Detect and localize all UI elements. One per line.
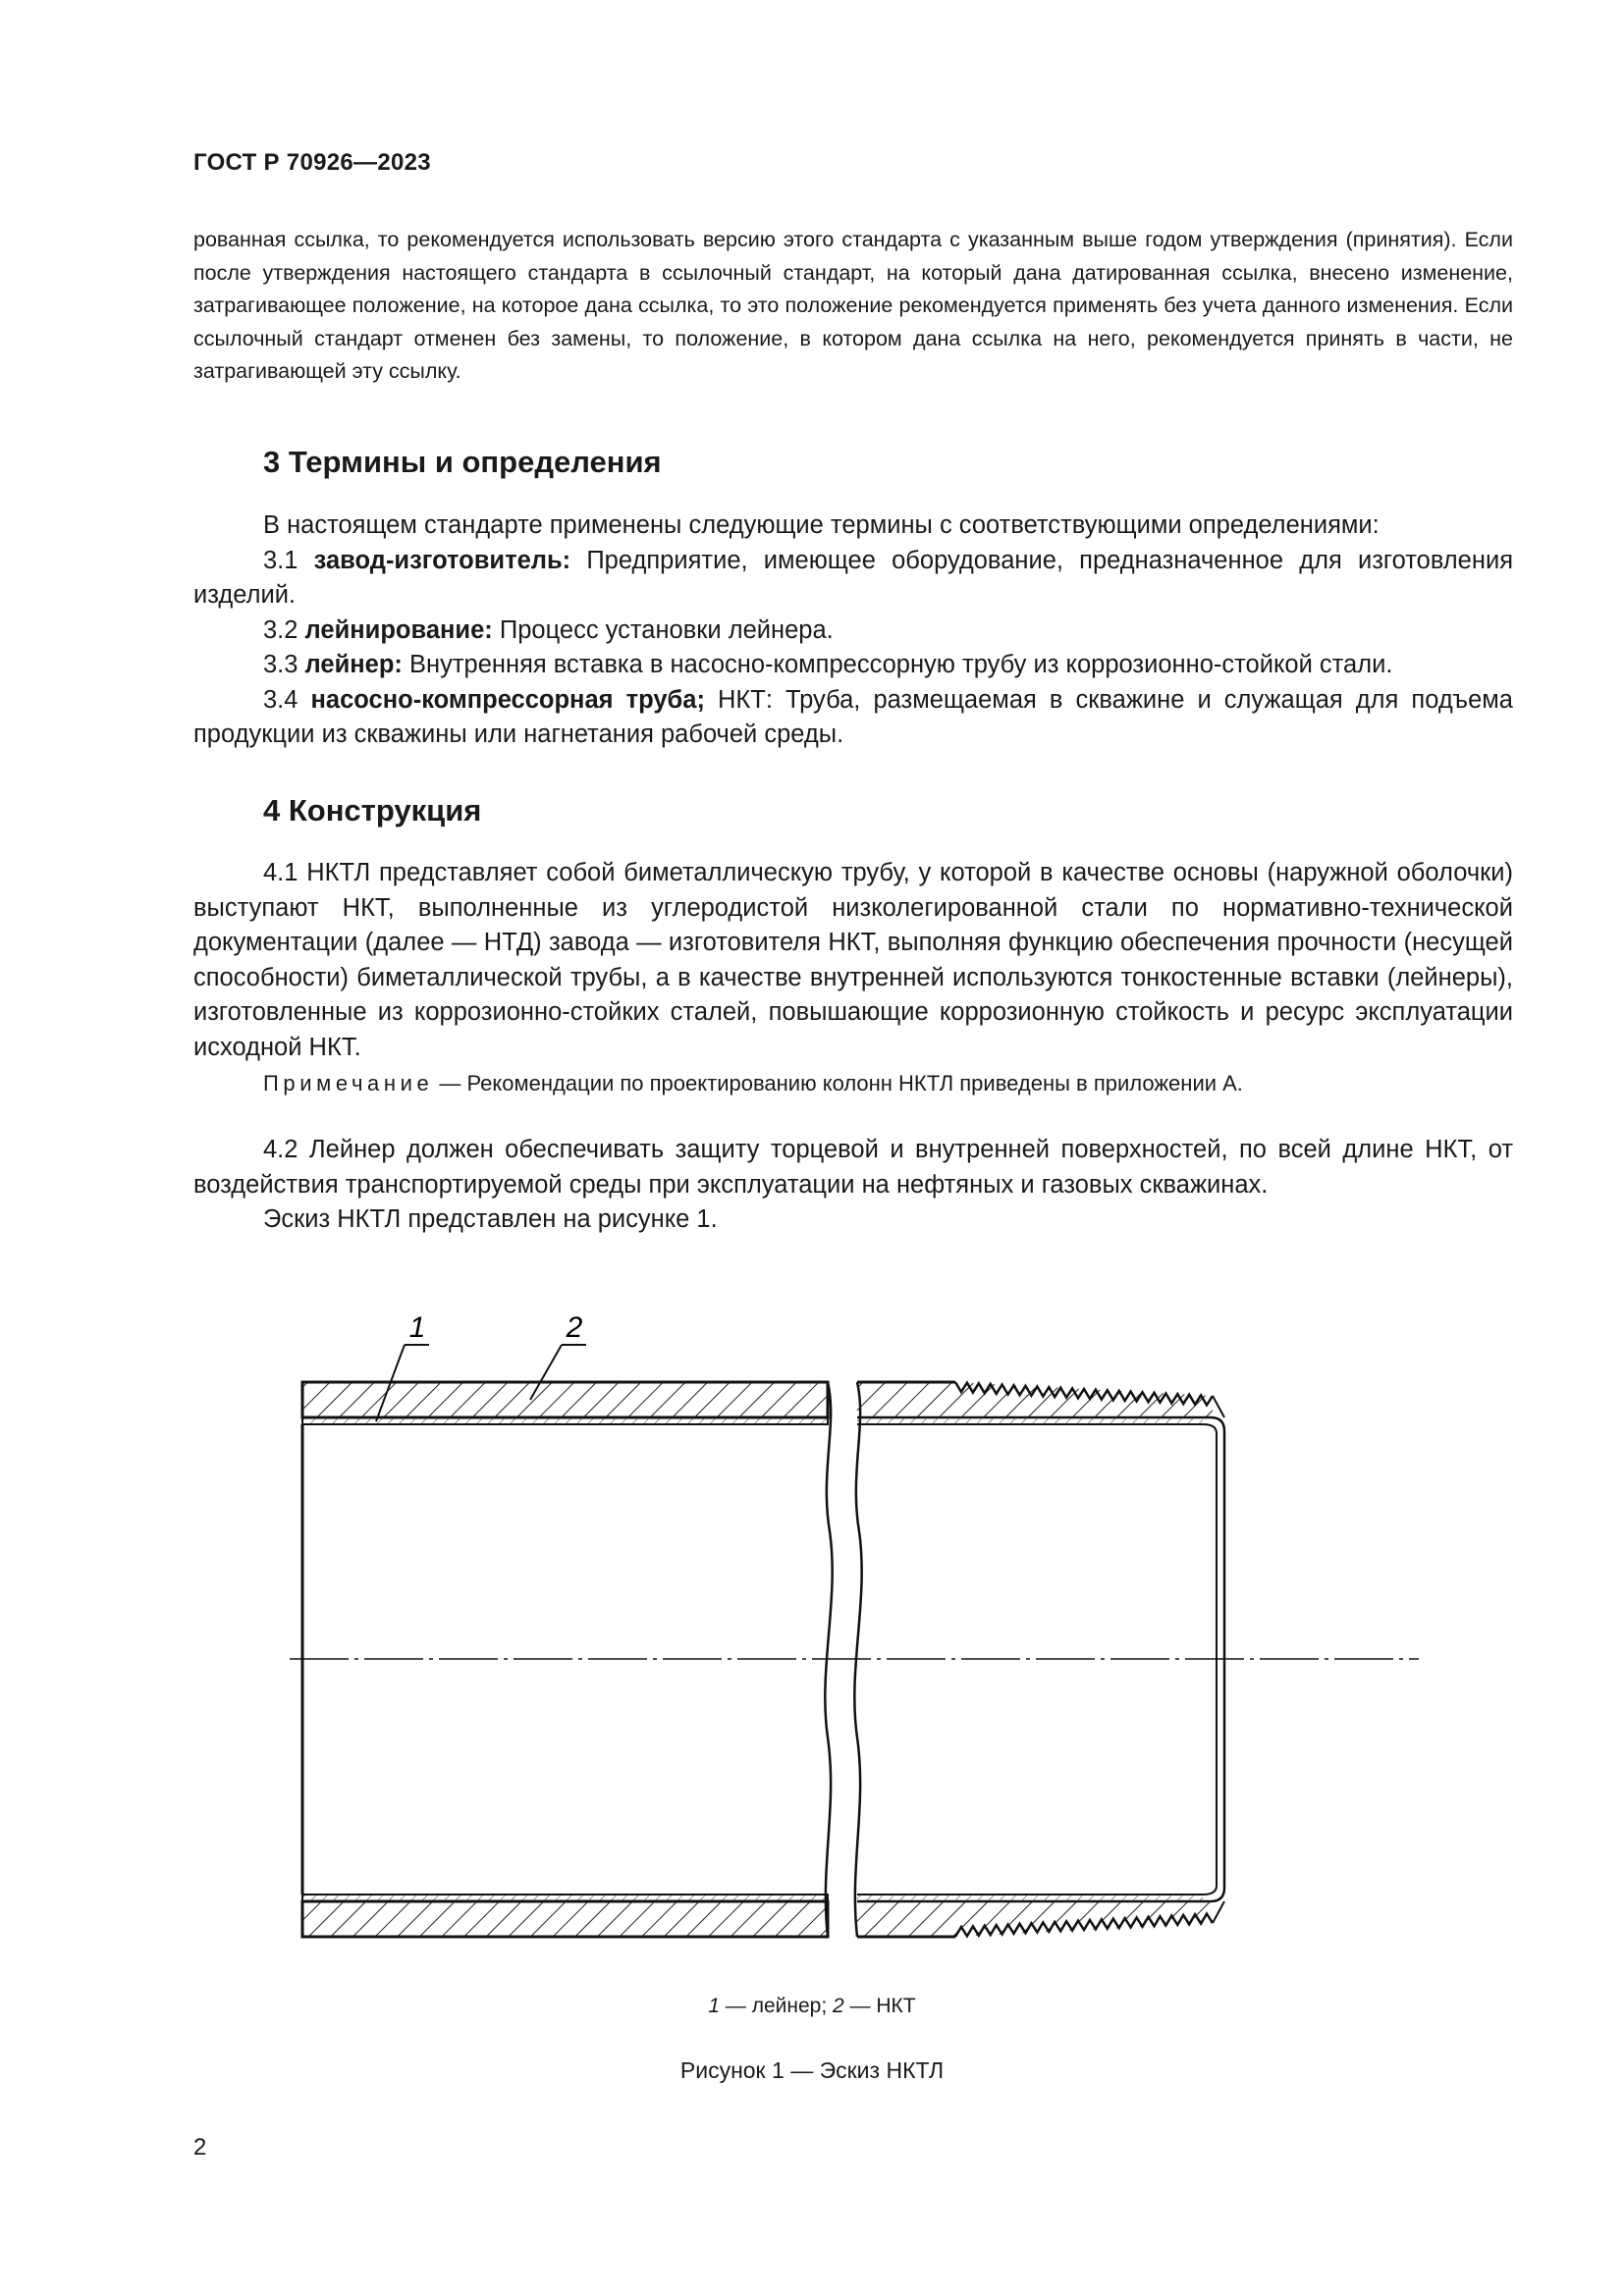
section-4-para-2: 4.2 Лейнер должен обеспечивать защиту торцевой и внутренней поверхностей, по всей длине НКТ, от воздействия транспортируемой среды при эксплуатации на нефтяных и газовых скважинах. Эскиз НКТЛ представлен на рисунке 1. [193,1133,1513,1238]
term-3-1: 3.1 завод-изготовитель: Предприятие, имеющее оборудование, предназначенное для изготовления изделий. [193,546,1513,609]
tube-sketch-drawing [280,1276,1438,1993]
continuation-paragraph: рованная ссылка, то рекомендуется использовать версию этого стандарта с указанным выше годом утверждения (принятия). Если после утверждения настоящего стандарта в ссылочный стандарт, на который дана датированная ссылка, внесено изменение, затрагивающее положение, на которое дана ссылка, то это положение рекомендуется применять без учета данного изменения. Если ссылочный стандарт отменен без замены, то положение, в котором дана ссылка на него, рекомендуется принять в части, не затрагивающей эту ссылку. [193,228,1513,383]
callout-1: 1 [408,1311,426,1344]
section-3-title: 3 Термины и определения [263,445,662,479]
liner-bottom-right [857,1895,1203,1901]
figure-1 [280,1276,1438,1993]
liner-top-left [302,1417,828,1424]
note-label: Примечание [263,1071,434,1095]
tube-wall-bottom-left [302,1901,828,1937]
term-3-3: 3.3 лейнер: Внутренняя вставка в насосно-компрессорную трубу из коррозионно-стойкой стали. [263,651,1393,678]
document-header: ГОСТ Р 70926—2023 [193,149,431,176]
note [263,1071,1243,1096]
tube-wall-bottom-right [857,1901,955,1937]
tube-wall-top-right [857,1382,955,1417]
section-4-para-1: 4.1 НКТЛ представляет собой биметаллическую трубу, у которой в качестве основы (наружной оболочки) выступают НКТ, выполненные из углеродистой низколегированной стали по нормативно-технической документации (далее — НТД) завода — изготовителя НКТ, выполняя функцию обеспечения прочности (несущей способности) биметаллической трубы, а в качестве внутренней используются тонкостенные вставки (лейнеры), изготовленные из коррозионно-стойких сталей, повышающие коррозионную стойкость и ресурс эксплуатации исходной НКТ. [193,859,1513,1061]
callout-2: 2 [566,1311,583,1344]
page-number: 2 [193,2134,207,2161]
section-3-intro: В настоящем стандарте применены следующие термины с соответствующими определениями: [263,511,1380,539]
note-text: — Рекомендации по проектированию колонн НКТЛ приведены в приложении А. [439,1071,1243,1095]
liner-top-right [857,1417,1203,1424]
section-3-body [193,508,1513,753]
figure-caption: Рисунок 1 — Эскиз НКТЛ [679,2057,945,2083]
tube-wall-top-left [302,1382,828,1417]
figure-reference: Эскиз НКТЛ представлен на рисунке 1. [263,1205,718,1233]
section-4-title: 4 Конструкция [263,793,482,828]
term-3-4: 3.4 насосно-компрессорная труба; НКТ: Труба, размещаемая в скважине и служащая для подъема продукции из скважины или нагнетания рабочей среды. [193,685,1513,748]
term-3-2: 3.2 лейнирование: Процесс установки лейнера. [263,615,834,644]
figure-legend: 1 — лейнер; 2 — НКТ [708,1995,916,2017]
